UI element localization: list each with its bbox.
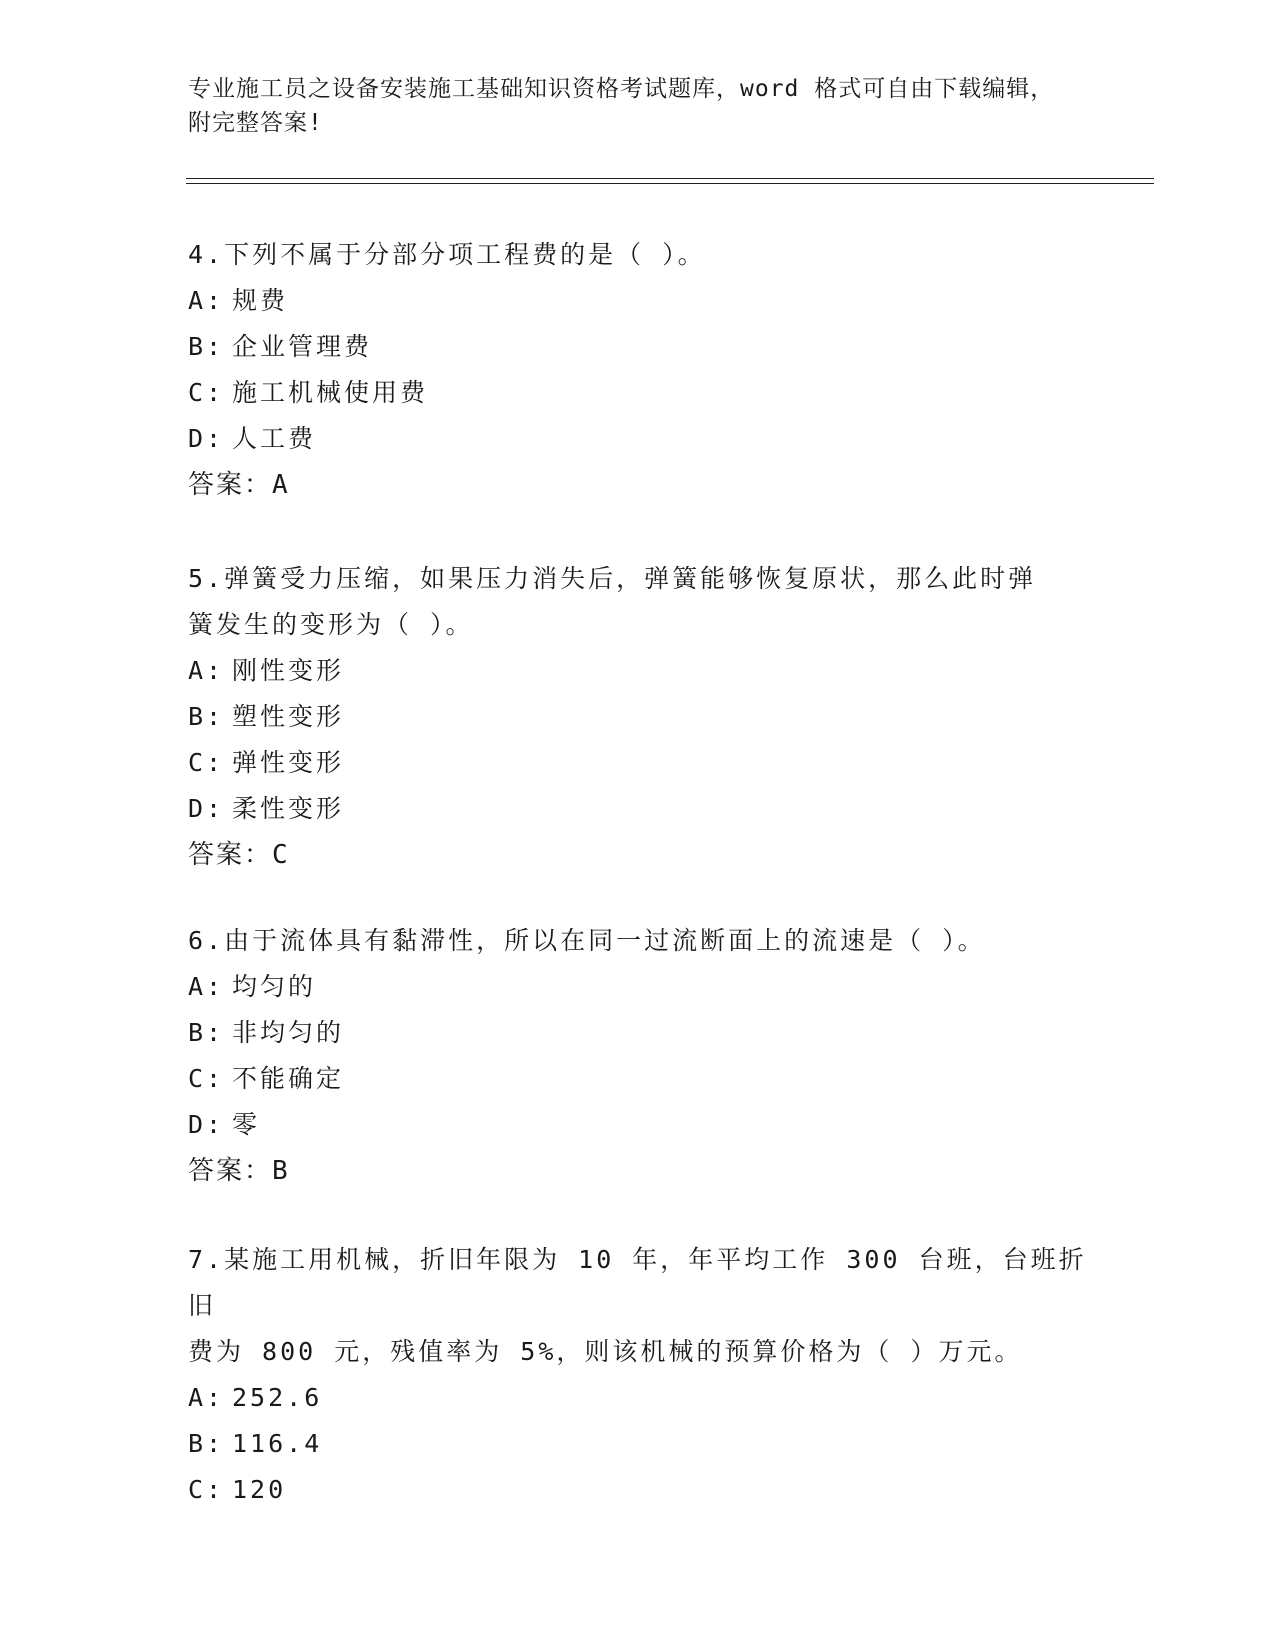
question-stem-line-1: 5.弹簧受力压缩，如果压力消失后，弹簧能够恢复原状，那么此时弹 [188, 564, 1037, 593]
answer-value: C [272, 840, 290, 870]
option-b [188, 1421, 1088, 1467]
option-key: C: [188, 1475, 225, 1504]
header-divider-top [186, 178, 1154, 179]
option-text: 塑性变形 [232, 702, 345, 731]
option-text: 刚性变形 [232, 656, 345, 685]
option-key: B: [188, 1429, 225, 1458]
option-key: C: [188, 1064, 225, 1093]
option-c [188, 370, 1088, 416]
option-text: 企业管理费 [232, 332, 373, 361]
option-d [188, 416, 1088, 462]
option-d [188, 1102, 1088, 1148]
option-text: 弹性变形 [232, 748, 345, 777]
question-stem-line-2: 簧发生的变形为（ ）。 [188, 610, 474, 639]
option-key: D: [188, 1110, 225, 1139]
option-text: 不能确定 [232, 1064, 345, 1093]
question-7 [188, 1237, 1088, 1513]
question-6 [188, 918, 1088, 1194]
question-4 [188, 232, 1088, 508]
header-line-1: 专业施工员之设备安装施工基础知识资格考试题库，word 格式可自由下载编辑， [188, 76, 1055, 102]
option-text: 施工机械使用费 [232, 378, 429, 407]
answer-line [188, 462, 1088, 508]
option-key: C: [188, 378, 225, 407]
option-text: 均匀的 [232, 972, 317, 1001]
option-b [188, 324, 1088, 370]
option-text: 非均匀的 [232, 1018, 345, 1047]
answer-label: 答案： [188, 470, 273, 500]
option-text: 116.4 [232, 1429, 323, 1458]
option-text: 人工费 [232, 424, 317, 453]
option-text: 柔性变形 [232, 794, 345, 823]
option-a [188, 278, 1088, 324]
question-stem-line-2: 费为 800 元，残值率为 5%，则该机械的预算价格为（ ）万元。 [188, 1337, 1023, 1366]
option-key: D: [188, 794, 225, 823]
answer-value: B [272, 1156, 290, 1186]
option-b [188, 694, 1088, 740]
option-key: D: [188, 424, 225, 453]
document-header [188, 72, 1088, 140]
answer-line [188, 1148, 1088, 1194]
option-key: C: [188, 748, 225, 777]
option-key: A: [188, 1383, 225, 1412]
option-c [188, 1467, 1088, 1513]
option-c [188, 740, 1088, 786]
option-c [188, 1056, 1088, 1102]
option-text: 规费 [232, 286, 289, 315]
answer-line [188, 832, 1088, 878]
question-5 [188, 556, 1088, 878]
question-stem: 4.下列不属于分部分项工程费的是（ ）。 [188, 240, 706, 269]
question-stem-line-1: 7.某施工用机械，折旧年限为 10 年，年平均工作 300 台班，台班折旧 [188, 1245, 1087, 1320]
answer-label: 答案： [188, 1156, 273, 1186]
option-key: A: [188, 972, 225, 1001]
option-text: 252.6 [232, 1383, 323, 1412]
option-a [188, 648, 1088, 694]
option-a [188, 1375, 1088, 1421]
option-text: 120 [232, 1475, 287, 1504]
header-line-2: 附完整答案! [188, 110, 323, 136]
option-text: 零 [232, 1110, 261, 1139]
option-b [188, 1010, 1088, 1056]
option-key: B: [188, 332, 225, 361]
option-key: A: [188, 286, 225, 315]
answer-label: 答案： [188, 840, 273, 870]
option-key: A: [188, 656, 225, 685]
answer-value: A [272, 470, 290, 500]
option-key: B: [188, 702, 225, 731]
option-key: B: [188, 1018, 225, 1047]
option-a [188, 964, 1088, 1010]
header-divider-bottom [186, 183, 1154, 184]
question-stem: 6.由于流体具有黏滞性，所以在同一过流断面上的流速是（ ）。 [188, 926, 986, 955]
option-d [188, 786, 1088, 832]
